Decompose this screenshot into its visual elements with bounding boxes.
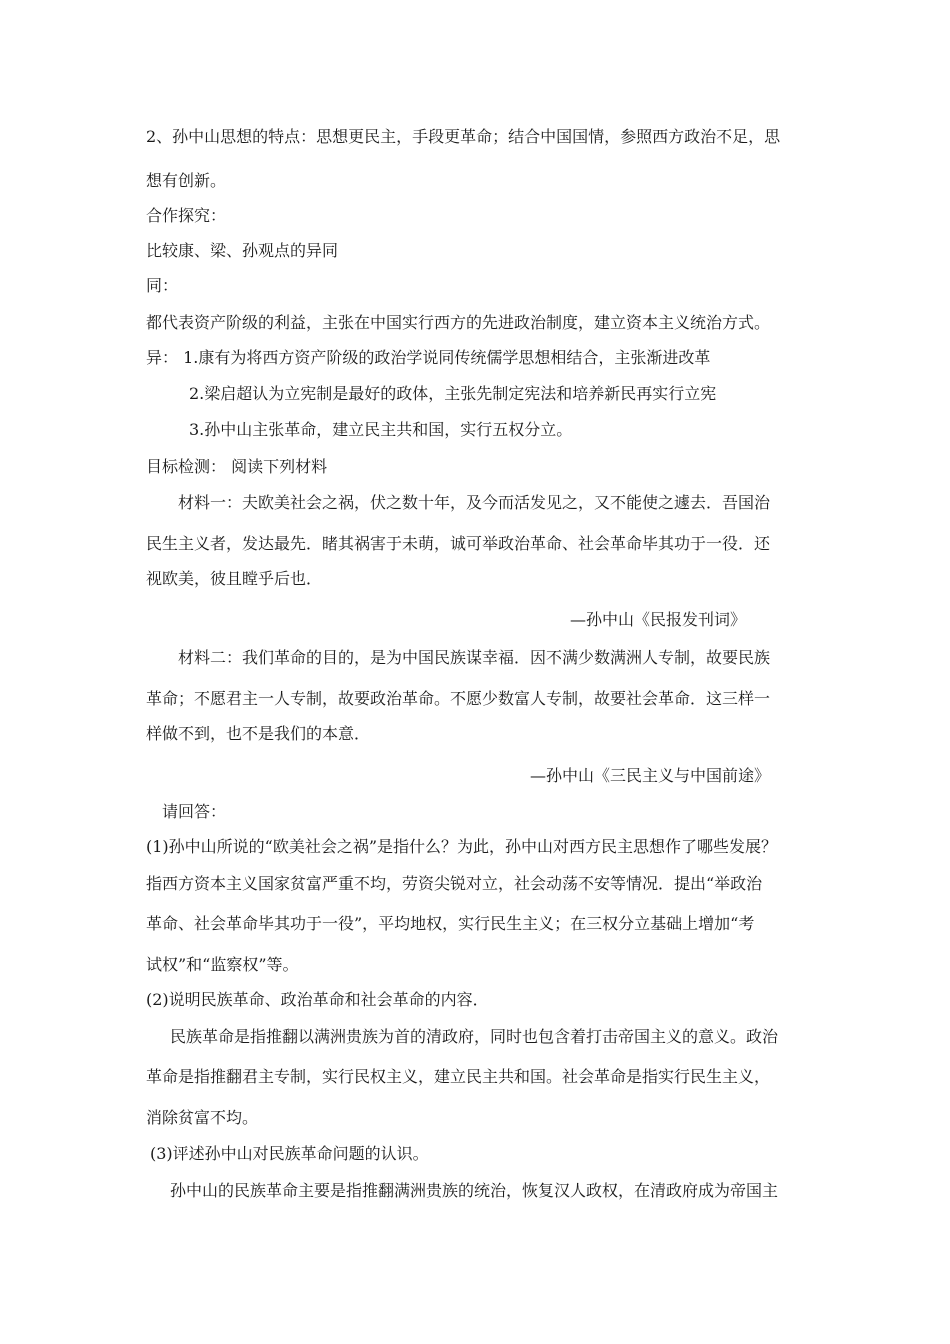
material-2-line-1: 材料二：我们革命的目的，是为中国民族谋幸福．因不满少数满洲人专制，故要民族 — [178, 648, 771, 667]
material-1-line-3: 视欧美，彼且瞠乎后也． — [146, 569, 323, 588]
question-3: (3)评述孙中山对民族革命问题的认识。 — [150, 1144, 429, 1163]
difference-item-2: 2.梁启超认为立宪制是最好的政体，主张先制定宪法和培养新民再实行立宪 — [189, 384, 717, 403]
feature-point-line-2: 想有创新。 — [146, 171, 227, 190]
feature-point-line-1: 2、孙中山思想的特点：思想更民主，手段更革命；结合中国国情，参照西方政治不足，思 — [146, 127, 781, 146]
similarity-text: 都代表资产阶级的利益，主张在中国实行西方的先进政治制度，建立资本主义统治方式。 — [146, 313, 771, 332]
answer-1-line-3: 试权”和“监察权”等。 — [146, 955, 299, 974]
question-2: (2)说明民族革命、政治革命和社会革命的内容． — [146, 990, 489, 1009]
material-2-line-3: 样做不到，也不是我们的本意． — [146, 724, 371, 743]
answer-2-line-1: 民族革命是指推翻以满洲贵族为首的清政府，同时也包含着打击帝国主义的意义。政治 — [170, 1027, 779, 1046]
similarity-label: 同： — [146, 276, 179, 295]
difference-item-3: 3.孙中山主张革命，建立民主共和国，实行五权分立。 — [189, 420, 573, 439]
material-2-line-2: 革命；不愿君主一人专制，故要政治革命。不愿少数富人专制，故要社会革命．这三样一 — [146, 689, 771, 708]
material-1-source: —孙中山《民报发刊词》 — [569, 610, 746, 629]
material-1-line-1: 材料一：夫欧美社会之祸，伏之数十年，及今而活发见之，又不能使之遽去．吾国治 — [178, 493, 771, 512]
difference-item-1: 异： 1.康有为将西方资产阶级的政治学说同传统儒学思想相结合，主张渐进改革 — [146, 348, 711, 367]
answer-1-line-2: 革命、社会革命毕其功于一役”，平均地权，实行民生主义；在三权分立基础上增加“考 — [146, 914, 755, 933]
question-1: (1)孙中山所说的“欧美社会之祸”是指什么？为此，孙中山对西方民主思想作了哪些发展？ — [146, 837, 778, 856]
answer-1-line-1: 指西方资本主义国家贫富严重不均，劳资尖锐对立，社会动荡不安等情况．提出“举政治 — [146, 874, 763, 893]
comparison-title: 比较康、梁、孙观点的异同 — [146, 241, 339, 260]
answer-2-line-2: 革命是指推翻君主专制，实行民权主义，建立民主共和国。社会革命是指实行民生主义， — [146, 1067, 771, 1086]
material-2-source: —孙中山《三民主义与中国前途》 — [529, 766, 770, 785]
answer-2-line-3: 消除贫富不均。 — [146, 1108, 259, 1127]
answer-3-line-1: 孙中山的民族革命主要是指推翻满洲贵族的统治，恢复汉人政权，在清政府成为帝国主 — [170, 1181, 779, 1200]
answer-prompt: 请回答： — [162, 802, 227, 821]
material-1-line-2: 民生主义者，发达最先．睹其祸害于未萌，诚可举政治革命、社会革命毕其功于一役．还 — [146, 534, 771, 553]
section-heading-cooperation: 合作探究： — [146, 206, 227, 225]
goal-check-heading: 目标检测： 阅读下列材料 — [146, 457, 328, 476]
